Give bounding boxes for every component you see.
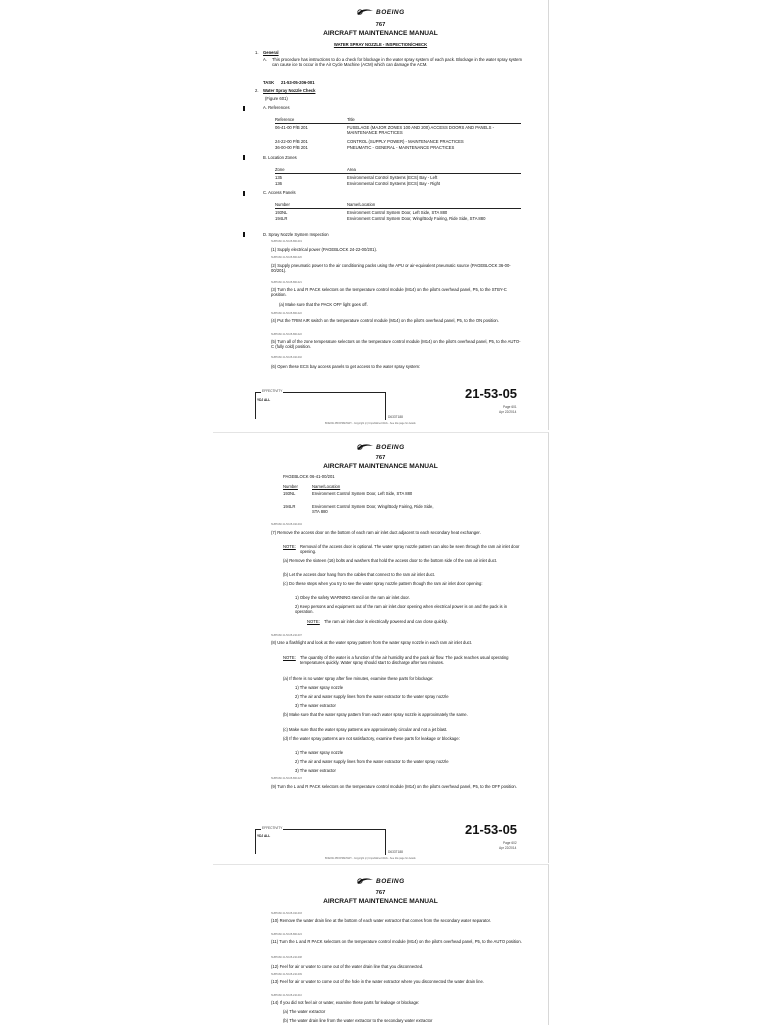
table-header-number: Number	[283, 484, 298, 489]
brand-name: BOEING	[376, 8, 405, 16]
effectivity-box	[255, 392, 386, 419]
boeing-logo-icon	[356, 443, 374, 451]
step-12: (12) Feel for air or water to come out of the water drain line that you disconnected.	[271, 964, 424, 969]
step-3: (3) Turn the L and R PACK selectors on the temperature control module (M14) on the pilot's overhead panel, P5, to the STBY-C position.	[271, 287, 507, 297]
step-8: (8) Use a flashlight and look at the water spray pattern from the water spray nozzle in each ram air inlet duct.	[271, 640, 473, 645]
brand-name: BOEING	[376, 443, 405, 451]
note-label: NOTE:	[283, 655, 296, 660]
subtask-id: SUBTASK 21-53-05-210-009	[271, 973, 302, 976]
panel-cell: 193NL	[275, 210, 288, 215]
step-8c: (c) Make sure that the water spray patterns are approximately circular and not a jet blast.	[283, 727, 448, 732]
step-7c1: 1) Obey the safety WARNING stencil on the ram air inlet door.	[295, 595, 410, 600]
check-heading: Water Spray Nozzle Check	[263, 88, 316, 93]
general-a-text: This procedure has instructions to do a check for blockage in the water spray system of each pack. Blockage in the water spray system can cause ice to occur in the Air Cycle Machine (ACM) which can damage the ACM.	[272, 57, 522, 67]
boeing-logo-icon	[356, 8, 374, 16]
model-number: 767	[375, 455, 386, 461]
panel-cell: Environment Control System Door, Wing/Body Fairing, Ride Side, STA 880	[347, 216, 486, 221]
subtask-id: SUBTASK 21-53-05-010-004	[271, 523, 302, 526]
step-14b: (b) The water drain line from the water extractor to the secondary water extractor	[283, 1018, 433, 1023]
step-4: (4) Put the TRIM AIR switch on the temperature control module (M14) on the pilot's overhead panel, P5, to the ON position.	[271, 318, 499, 323]
step-6: (6) Open these ECS bay access panels to get access to the water spray system:	[271, 364, 421, 369]
boeing-logo-icon	[356, 877, 374, 885]
general-a-label: A.	[263, 57, 267, 62]
step-5: (5) Turn all of the zone temperature selectors on the temperature control module (M14) on the pilot's overhead panel, P5, to the AUTO-C (fully cold) position.	[271, 339, 521, 349]
table-rule	[275, 173, 521, 174]
task-id: 21-53-05-206-001	[281, 80, 315, 85]
step-14: (14) If you did not feel air or water, examine these parts for leakage or blockage:	[271, 1000, 420, 1005]
step-8b: (b) Make sure that the water spray pattern from each water spray nozzle is approximately the same.	[283, 712, 468, 717]
subtask-id: SUBTASK 21-53-05-860-019	[271, 240, 302, 243]
manual-page-601	[213, 0, 549, 430]
zone-cell: 136	[275, 181, 282, 186]
subtask-id: SUBTASK 21-53-05-010-003	[271, 912, 302, 915]
step-3a: (a) Make sure that the PACK OFF light goes off.	[279, 302, 368, 307]
proprietary-notice: BOEING PROPRIETARY - Copyright (c) Unpublished Work - See title page for details	[325, 857, 416, 860]
manual-page-602	[213, 432, 549, 863]
step-7c2: 2) Keep persons and equipment out of the ram air inlet door opening when electrical power is on and the pack is in operation.	[295, 604, 508, 614]
panel-cell: 193NL	[283, 491, 296, 496]
doc-number: D633T188	[388, 850, 403, 854]
general-num: 1.	[255, 50, 259, 55]
change-bar	[243, 155, 245, 160]
ref-cell: 24-22-00 P/B 201	[275, 139, 308, 144]
refs-header-title: Title	[347, 117, 355, 122]
boeing-logo	[356, 877, 405, 885]
step-8d: (d) If the water spray patterns are not satisfactory, examine these parts for leakage or blockage:	[283, 736, 460, 741]
step-8a3: 3) The water extractor	[295, 703, 336, 708]
effectivity-divider	[385, 392, 386, 420]
subtask-id: SUBTASK 21-53-05-860-023	[271, 777, 302, 780]
zones-header-zone: Zone	[275, 167, 285, 172]
model-number: 767	[375, 890, 386, 896]
panel-cell: Environment Control System Door, Left Side, STA 880	[312, 491, 413, 496]
subtask-id: SUBTASK 21-53-05-860-022	[271, 312, 302, 315]
step-11: (11) Turn the L and R PACK selectors on the temperature control module (M14) on the pilot's overhead panel, P5, to the AUTO position.	[271, 939, 522, 944]
brand-name: BOEING	[376, 877, 405, 885]
step-8a1: 1) The water spray nozzle	[295, 685, 344, 690]
change-bar	[243, 191, 245, 196]
step-8d1: 1) The water spray nozzle	[295, 750, 344, 755]
doc-ref: 21-53-05	[465, 822, 518, 837]
boeing-logo	[356, 8, 405, 16]
check-num: 2.	[255, 88, 259, 93]
section-title: WATER SPRAY NOZZLE - INSPECTION/CHECK	[333, 42, 428, 47]
ref-cell: 06-41-00 P/B 201	[275, 125, 308, 130]
step-7a: (a) Remove the sixteen (16) bolts and washers that hold the access door to the bottom side of the ram air inlet duct.	[283, 558, 498, 563]
note-label: NOTE:	[283, 544, 296, 549]
manual-title: AIRCRAFT MAINTENANCE MANUAL	[323, 30, 438, 37]
pageblock-ref: PAGEBLOCK 06-41-00/201	[283, 474, 335, 479]
effectivity-value: YDJ ALL	[257, 398, 271, 402]
panel-cell: 194LR	[283, 504, 296, 509]
model-number: 767	[375, 22, 386, 28]
effectivity-label: EFFECTIVITY	[262, 389, 283, 393]
refs-heading: A. References	[263, 105, 290, 110]
refs-header-reference: Reference	[275, 117, 295, 122]
subtask-id: SUBTASK 21-53-05-210-010	[271, 994, 302, 997]
note-7: Removal of the access door is optional. The water spray nozzle pattern can also be seen through the ram air inlet door opening.	[300, 544, 520, 554]
step-8d2: 2) The air and water supply lines from the water extractor to the water spray nozzle	[295, 759, 449, 764]
table-header-name: Name/Location	[312, 484, 341, 489]
zones-header-area: Area	[347, 167, 356, 172]
ref-cell: FUSELAGE (MAJOR ZONES 100 AND 200) ACCESS DOORS AND PANELS - MAINTENANCE PRACTICES	[347, 125, 494, 135]
table-rule	[275, 208, 521, 209]
boeing-logo	[356, 443, 405, 451]
subtask-id: SUBTASK 21-53-05-860-021	[271, 281, 302, 284]
page-date: Apr 22/2014	[499, 846, 517, 850]
effectivity-label: EFFECTIVITY	[262, 826, 283, 830]
step-7b: (b) Let the access door hang from the cables that connect to the ram air inlet duct.	[283, 572, 435, 577]
subtask-id: SUBTASK 21-53-05-010-002	[271, 356, 302, 359]
manual-title: AIRCRAFT MAINTENANCE MANUAL	[323, 463, 438, 470]
step-14a: (a) The water extractor	[283, 1009, 326, 1014]
step-7: (7) Remove the access door on the bottom of each ram air inlet duct adjacent to each secondary heat exchanger.	[271, 530, 481, 535]
panel-cell: Environment Control System Door, Wing/Body Fairing, Ride Side, STA 880	[312, 504, 434, 514]
inspection-heading: D. Spray Nozzle System Inspection	[263, 232, 329, 237]
note-label: NOTE:	[307, 619, 320, 624]
step-9: (9) Turn the L and R PACK selectors on the temperature control module (M14) on the pilot's overhead panel, P5, to the OFF position.	[271, 784, 517, 789]
panel-cell: 194LR	[275, 216, 288, 221]
step-8a: (a) If there is no water spray after five minutes, examine these parts for blockage:	[283, 676, 434, 681]
doc-ref: 21-53-05	[465, 386, 518, 401]
note-8: The quantity of the water is a function of the air humidity and the pack air flow. The pack reaches usual operating temperatures quickly. Water spray should start to discharge after two minutes.	[300, 655, 509, 665]
step-10: (10) Remove the water drain line at the bottom of each water extractor that comes from the secondary water separator.	[271, 918, 491, 923]
change-bar	[243, 106, 245, 111]
page-number: Page 601	[503, 405, 517, 409]
panels-heading: C. Access Panels	[263, 190, 296, 195]
note-7c: The ram air inlet door is electrically powered and can close quickly.	[324, 619, 448, 624]
zone-cell: 135	[275, 175, 282, 180]
step-1: (1) Supply electrical power (PAGEBLOCK 24-22-00/201).	[271, 247, 378, 252]
change-bar	[243, 232, 245, 237]
step-8d3: 3) The water extractor	[295, 768, 336, 773]
subtask-id: SUBTASK 21-53-05-860-022	[271, 333, 302, 336]
panel-cell: Environment Control System Door, Left Side, STA 880	[347, 210, 448, 215]
subtask-id: SUBTASK 21-53-05-210-008	[271, 956, 302, 959]
panels-header-number: Number	[275, 202, 290, 207]
page-number: Page 602	[503, 841, 517, 845]
doc-number: D633T188	[388, 415, 403, 419]
ref-cell: 36-00-00 P/B 201	[275, 145, 308, 150]
ref-cell: CONTROL (SUPPLY POWER) - MAINTENANCE PRACTICES	[347, 139, 464, 144]
panels-header-name: Name/Location	[347, 202, 376, 207]
effectivity-divider	[385, 829, 386, 855]
subtask-id: SUBTASK 21-53-05-860-024	[271, 933, 302, 936]
step-13: (13) Feel for air or water to come out of the hole in the water extractor where you disconnected the water drain line.	[271, 979, 484, 984]
manual-title: AIRCRAFT MAINTENANCE MANUAL	[323, 898, 438, 905]
zone-cell: Environmental Control Systems (ECS) Bay - Right	[347, 181, 441, 186]
effectivity-value: YDJ ALL	[257, 834, 271, 838]
page-date: Apr 22/2014	[499, 410, 517, 414]
table-rule	[275, 123, 521, 124]
step-8a2: 2) The air and water supply lines from the water extractor to the water spray nozzle	[295, 694, 449, 699]
manual-page-603	[213, 864, 549, 1025]
ref-cell: PNEUMATIC - GENERAL - MAINTENANCE PRACTICES	[347, 145, 455, 150]
general-heading: General	[263, 50, 279, 55]
task-label: TASK	[263, 80, 275, 85]
step-2: (2) Supply pneumatic power to the air conditioning packs using the APU or air-equivalent pneumatic source (PAGEBLOCK 36-00-00/201).	[271, 263, 511, 273]
effectivity-box	[255, 829, 386, 854]
zone-cell: Environmental Control Systems (ECS) Bay - Left	[347, 175, 438, 180]
zones-heading: B. Location Zones	[263, 155, 297, 160]
figure-ref: (Figure 601)	[265, 96, 288, 101]
subtask-id: SUBTASK 21-53-05-860-020	[271, 256, 302, 259]
step-7c: (c) Do these steps when you try to see the water spray nozzle pattern though the ram air inlet door opening:	[283, 581, 483, 586]
subtask-id: SUBTASK 21-53-05-210-007	[271, 634, 302, 637]
proprietary-notice: BOEING PROPRIETARY - Copyright (c) Unpublished Work - See title page for details	[325, 422, 416, 425]
